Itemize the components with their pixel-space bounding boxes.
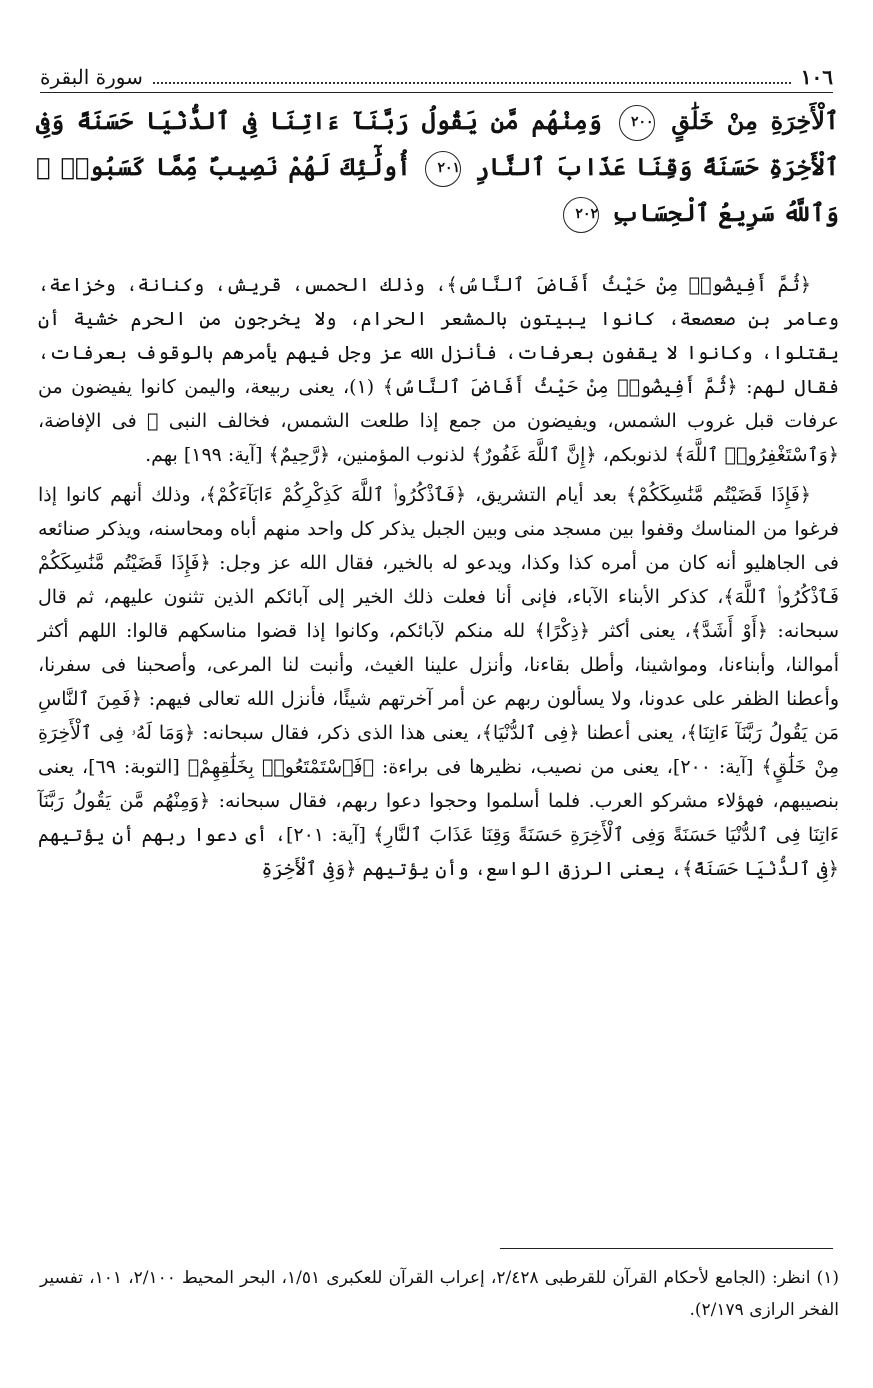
verse-text: وَمِنْهُم مَّن يَقُولُ رَبَّنَآ ءَاتِنَا فِى ٱلدُّنْيَا حَسَنَةً وَفِى ٱلْأَخِرَةِ حَسَنَةً وَقِنَا عَذَابَ ٱلنَّارِ (36, 106, 840, 181)
verse-text: أُولَٰٓئِكَ لَهُمْ نَصِيبٌ مِّمَّا كَسَبُوا۟ ۚ وَٱللَّهُ سَرِيعُ ٱلْحِسَابِ (36, 152, 839, 227)
surah-title: سورة البقرة (40, 65, 143, 89)
header-dotted-leader (153, 70, 791, 84)
tafsir-body (38, 268, 839, 892)
quran-verses (36, 98, 839, 236)
ayah-number-marker: ٢٠٢ (563, 197, 599, 233)
footnote: (١) انظر: (الجامع لأحكام القرآن للقرطبى ٢/٤٢٨، إعراب القرآن للعكبرى ١/٥١، البحر المحيط ٢/١٠٠، ١٠١، تفسير الفخر الرازى ٢/١٧٩). (40, 1268, 839, 1320)
paragraph: ﴿فَإِذَا قَضَيْتُم مَّنَٰسِكَكُمْ﴾ بعد أيام التشريق، ﴿فَٱذْكُرُوا۟ ٱللَّهَ كَذِكْرِكُمْ ءَابَآءَكُمْ﴾، وذلك أنهم كانوا إذا فرغوا من المناسك وقفوا بين مسجد منى وبين الجبل يذكر كل واحد منهم أباه ومحاسنه، ويذكر صنائعه فى الجاهليو أنه كان من أمره كذا وكذا، ويدعو له بالخير، فقال الله عز وجل: ﴿فَإِذَا قَضَيْتُم مَّنَٰسِكَكُمْ فَٱذْكُرُوا۟ ٱللَّهَ﴾، كذكر الأبناء الآباء، فإنى أنا فعلت ذلك الخير إلى آبائكم الذين تثنون عليهم، ثم قال سبحانه: ﴿أَوْ أَشَدَّ﴾، يعنى أكثر ﴿ذِكْرًا﴾ لله منكم لآبائكم، وكانوا إذا قضوا مناسكهم قالوا: اللهم أكثر أموالنا، وأبناءنا، ومواشينا، وأطل بقاءنا، وأنزل علينا الغيث، وأنبت لنا المرعى، وأصحبنا فى سفرنا، وأعطنا الظفر على عدونا، ولا يسألون ربهم عن أمر آخرتهم شيئًا، فأنزل الله تعالى فيهم: ﴿فَمِنَ ٱلنَّاسِ مَن يَقُولُ رَبَّنَآ ءَاتِنَا﴾، يعنى أعطنا ﴿فِى ٱلدُّنْيَا﴾، يعنى هذا الذى ذكر، فقال سبحانه: ﴿وَمَا لَهُۥ فِى ٱلْأَخِرَةِ مِنْ خَلَٰقٍ﴾ [آية: ٢٠٠]، يعنى من نصيب، نظيرها فى براءة: ﴿فَٱسْتَمْتَعُوا۟ بِخَلَٰقِهِمْ﴾ [التوبة: ٦٩]، يعنى بنصيبهم، فهؤلاء مشركو العرب. فلما أسلموا وحجوا دعوا ربهم، فقال سبحانه: ﴿وَمِنْهُم مَّن يَقُولُ رَبَّنَآ ءَاتِنَا فِى ٱلدُّنْيَا حَسَنَةً وَفِى ٱلْأَخِرَةِ حَسَنَةً وَقِنَا عَذَابَ ٱلنَّارِ﴾ [آية: ٢٠١]، أى دعوا ربهم أن يؤتيهم ﴿فِى ٱلدُّنْيَا حَسَنَةً﴾، يعنى الرزق الواسع، وأن يؤتيهم ﴿وَفِى ٱلْأَخِرَةِ (38, 484, 840, 880)
paragraph: ﴿ثُمَّ أَفِيضُوا۟ مِنْ حَيْثُ أَفَاضَ ٱلنَّاسُ﴾، وذلك الحمس، قريش، وكنانة، وخزاعة، وعامر بن صعصعة، كانوا يبيتون بالمشعر الحرام، ولا يخرجون من الحرم خشية أن يقتلوا، وكانوا لا يقفون بعرفات، فأنزل الله عز وجل فيهم يأمرهم بالوقوف بعرفات، فقال لهم: ﴿ثُمَّ أَفِيضُوا۟ مِنْ حَيْثُ أَفَاضَ ٱلنَّاسُ﴾ (١)، يعنى ربيعة، واليمن كانوا يفيضون من عرفات قبل غروب الشمس، ويفيضون من جمع إذا طلعت الشمس، فخالف النبى ﷺ فى الإفاضة، ﴿وَٱسْتَغْفِرُوا۟ ٱللَّهَ﴾ لذنوبكم، ﴿إِنَّ ٱللَّهَ غَفُورٌ﴾ لذنوب المؤمنين، ﴿رَّحِيمٌ﴾ [آية: ١٩٩] بهم. (38, 274, 839, 466)
verse-text: ٱلْأَخِرَةِ مِنْ خَلَٰقٍ (671, 106, 839, 135)
page-header (40, 62, 833, 93)
footnote-divider (500, 1248, 833, 1249)
ayah-number-marker: ٢٠١ (425, 151, 461, 187)
page-number: ١٠٦ (800, 65, 833, 89)
ayah-number-marker: ٢٠٠ (619, 105, 655, 141)
